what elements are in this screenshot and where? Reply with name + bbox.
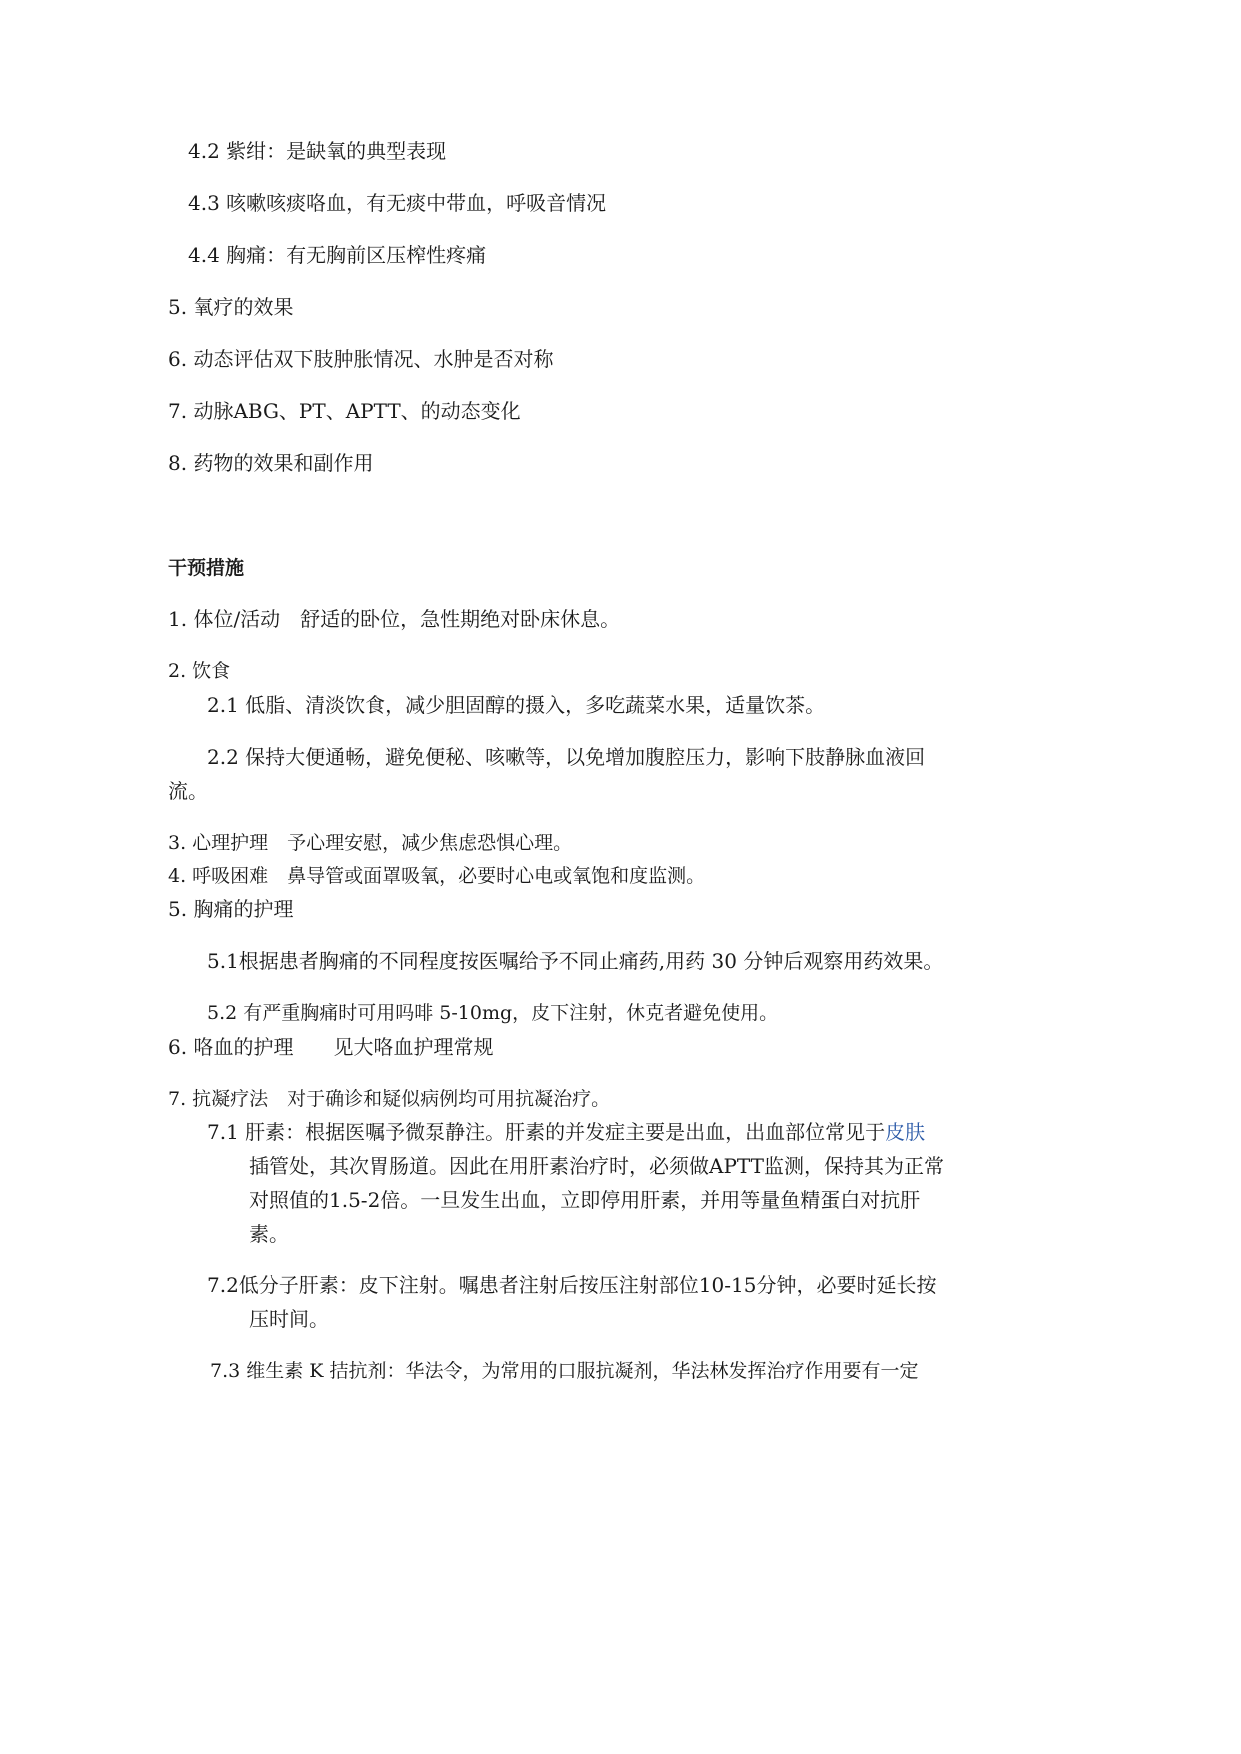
- assess-4-4: 4.4 胸痛：有无胸前区压榨性疼痛: [188, 243, 487, 267]
- intervention-2-1: 2.1 低脂、清淡饮食，减少胆固醇的摄入，多吃蔬菜水果，适量饮茶。: [207, 693, 826, 717]
- intervention-4: 4. 呼吸困难 鼻导管或面罩吸氧，必要时心电或氧饱和度监测。: [168, 865, 706, 887]
- intervention-2-2-line1: 2.2 保持大便通畅，避免便秘、咳嗽等，以免增加腹腔压力，影响下肢静脉血液回: [207, 745, 926, 769]
- assess-5: 5. 氧疗的效果: [168, 295, 294, 319]
- intervention-2: 2. 饮食: [168, 660, 231, 682]
- intervention-7-3: 7.3 维生素 K 拮抗剂：华法令，为常用的口服抗凝剂，华法林发挥治疗作用要有一定: [210, 1360, 919, 1382]
- intervention-5: 5. 胸痛的护理: [168, 897, 294, 921]
- intervention-5-1: 5.1根据患者胸痛的不同程度按医嘱给予不同止痛药,用药 30 分钟后观察用药效果。: [207, 949, 944, 973]
- intervention-5-2: 5.2 有严重胸痛时可用吗啡 5-10mg，皮下注射，休克者避免使用。: [207, 1002, 779, 1024]
- intervention-3: 3. 心理护理 予心理安慰，减少焦虑恐惧心理。: [168, 832, 573, 854]
- intervention-6: 6. 咯血的护理 见大咯血护理常规: [168, 1035, 494, 1059]
- intervention-2-2-line2: 流。: [168, 779, 208, 803]
- intervention-7-1-line2: 插管处，其次胃肠道。因此在用肝素治疗时，必须做APTT监测，保持其为正常: [249, 1154, 944, 1178]
- intervention-7-1-line4: 素。: [249, 1222, 289, 1246]
- intervention-7-1-text: 7.1 肝素：根据医嘱予微泵静注。肝素的并发症主要是出血，出血部位常见于: [207, 1120, 886, 1144]
- assess-6: 6. 动态评估双下肢肿胀情况、水肿是否对称: [168, 347, 554, 371]
- intervention-7-2-line2: 压时间。: [249, 1307, 329, 1331]
- assess-8: 8. 药物的效果和副作用: [168, 451, 374, 475]
- section-heading-interventions: 干预措施: [168, 557, 245, 579]
- assess-4-3: 4.3 咳嗽咳痰咯血，有无痰中带血，呼吸音情况: [188, 191, 607, 215]
- intervention-7-2-line1: 7.2低分子肝素：皮下注射。嘱患者注射后按压注射部位10-15分钟，必要时延长按: [207, 1273, 937, 1297]
- intervention-7-1-line3: 对照值的1.5-2倍。一旦发生出血，立即停用肝素，并用等量鱼精蛋白对抗肝: [249, 1188, 921, 1212]
- intervention-7: 7. 抗凝疗法 对于确诊和疑似病例均可用抗凝治疗。: [168, 1088, 611, 1110]
- intervention-7-1-line1: [207, 1119, 925, 1145]
- assess-7: 7. 动脉ABG、PT、APTT、的动态变化: [168, 399, 521, 423]
- intervention-1: 1. 体位/活动 舒适的卧位，急性期绝对卧床休息。: [168, 607, 621, 631]
- skin-link[interactable]: 皮肤: [885, 1120, 926, 1144]
- assess-4-2: 4.2 紫绀：是缺氧的典型表现: [188, 139, 447, 163]
